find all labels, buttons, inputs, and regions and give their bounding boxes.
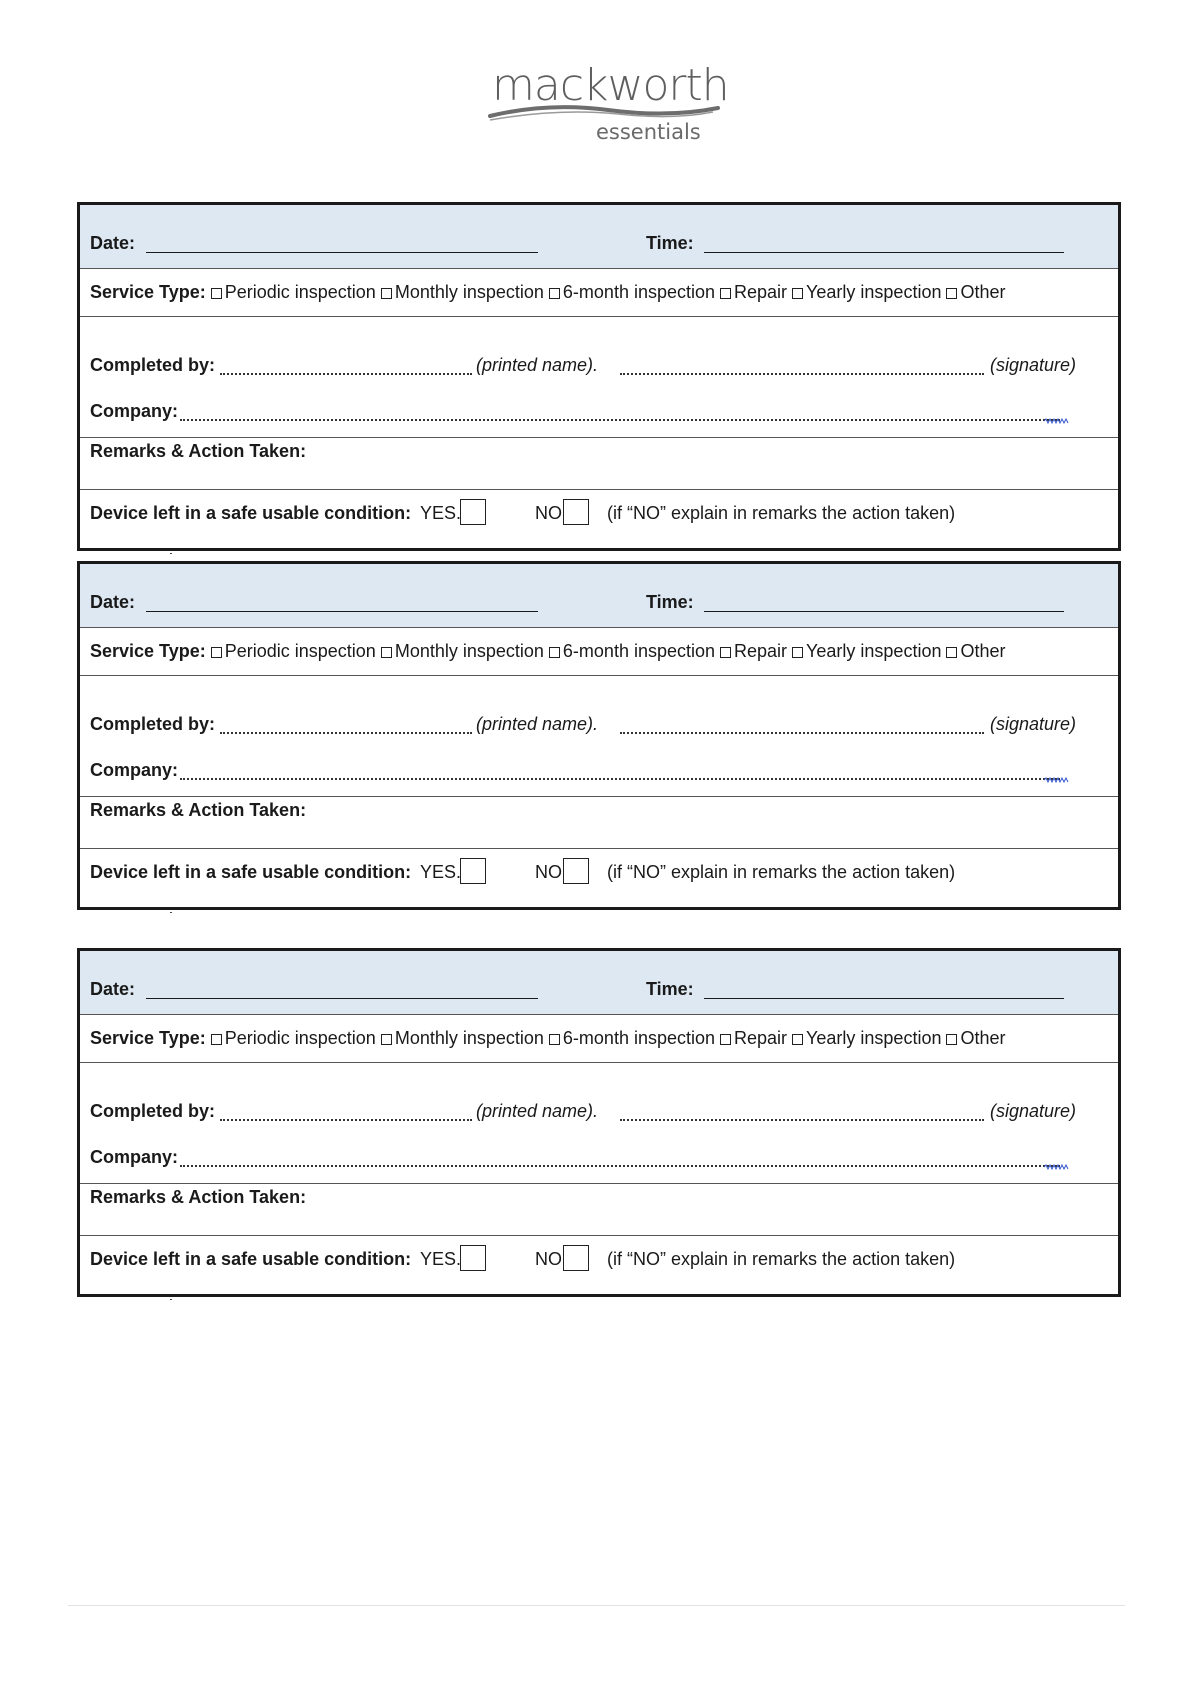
device-condition-row — [80, 849, 1118, 907]
printed-name-field[interactable] — [220, 373, 472, 375]
service-type-checkbox[interactable] — [381, 647, 392, 658]
service-option-label: Monthly inspection — [394, 282, 544, 302]
completed-by-label: Completed by: — [90, 1101, 216, 1121]
service-type-row — [80, 1015, 1118, 1063]
service-type-checkbox[interactable] — [381, 288, 392, 299]
explain-note: (if “NO” explain in remarks the action taken) — [607, 862, 956, 882]
service-type-checkbox[interactable] — [549, 647, 560, 658]
service-type-row — [80, 269, 1118, 317]
time-label: Time: — [646, 979, 694, 999]
service-type-options — [90, 1028, 1006, 1049]
service-record-card — [77, 202, 1121, 551]
remarks-row[interactable] — [80, 1184, 1118, 1236]
completed-by-label: Completed by: — [90, 355, 216, 375]
tick-mark — [170, 912, 172, 913]
signature-hint: (signature) — [990, 714, 1077, 734]
signature-hint: (signature) — [990, 1101, 1077, 1121]
yes-label: YES. — [420, 1249, 462, 1269]
completed-by-row — [80, 1063, 1118, 1184]
no-label: NO — [535, 503, 562, 523]
completed-by-label: Completed by: — [90, 714, 216, 734]
service-type-label: Service Type: — [90, 282, 206, 302]
yes-checkbox[interactable] — [460, 858, 486, 884]
date-time-row — [80, 205, 1118, 269]
yes-label: YES. — [420, 503, 462, 523]
no-checkbox[interactable] — [563, 1245, 589, 1271]
time-label: Time: — [646, 233, 694, 253]
completed-by-row — [80, 676, 1118, 797]
date-field[interactable] — [146, 998, 538, 999]
device-condition-label: Device left in a safe usable condition: — [90, 503, 412, 523]
service-type-checkbox[interactable] — [720, 647, 731, 658]
service-option-label: Yearly inspection — [806, 282, 942, 302]
no-label: NO — [535, 1249, 562, 1269]
service-type-options — [90, 641, 1006, 662]
service-type-checkbox[interactable] — [211, 1034, 222, 1045]
date-label: Date: — [90, 592, 136, 612]
company-label: Company: — [90, 760, 179, 780]
service-option-label: Periodic inspection — [224, 282, 376, 302]
remarks-label: Remarks & Action Taken: — [90, 1187, 307, 1207]
date-field[interactable] — [146, 252, 538, 253]
service-option-label: Repair — [734, 641, 788, 661]
printed-name-hint: (printed name). — [476, 714, 599, 734]
date-time-row — [80, 564, 1118, 628]
no-checkbox[interactable] — [563, 499, 589, 525]
date-time-row — [80, 951, 1118, 1015]
service-option-label: Monthly inspection — [394, 1028, 544, 1048]
service-type-checkbox[interactable] — [381, 1034, 392, 1045]
signature-field[interactable] — [620, 373, 984, 375]
service-type-checkbox[interactable] — [946, 288, 957, 299]
time-field[interactable] — [704, 611, 1064, 612]
service-type-label: Service Type: — [90, 641, 206, 661]
yes-checkbox[interactable] — [460, 1245, 486, 1271]
service-type-row — [80, 628, 1118, 676]
service-option-label: Yearly inspection — [806, 1028, 942, 1048]
service-type-checkbox[interactable] — [720, 1034, 731, 1045]
time-field[interactable] — [704, 998, 1064, 999]
remarks-row[interactable] — [80, 438, 1118, 490]
service-option-label: 6-month inspection — [562, 1028, 716, 1048]
service-type-checkbox[interactable] — [792, 647, 803, 658]
service-type-checkbox[interactable] — [211, 288, 222, 299]
service-option-label: Other — [960, 282, 1006, 302]
service-option-label: Repair — [734, 1028, 788, 1048]
service-record-card — [77, 948, 1121, 1297]
footer-divider — [68, 1605, 1125, 1606]
service-option-label: 6-month inspection — [562, 641, 716, 661]
device-condition-row — [80, 490, 1118, 548]
service-option-label: Periodic inspection — [224, 641, 376, 661]
service-type-checkbox[interactable] — [549, 1034, 560, 1045]
device-condition-row — [80, 1236, 1118, 1294]
signature-field[interactable] — [620, 1119, 984, 1121]
service-type-checkbox[interactable] — [792, 1034, 803, 1045]
explain-note: (if “NO” explain in remarks the action taken) — [607, 1249, 956, 1269]
company-field[interactable] — [180, 419, 1060, 421]
remarks-row[interactable] — [80, 797, 1118, 849]
service-option-label: Periodic inspection — [224, 1028, 376, 1048]
date-label: Date: — [90, 979, 136, 999]
company-label: Company: — [90, 401, 179, 421]
service-type-checkbox[interactable] — [720, 288, 731, 299]
service-option-label: Other — [960, 641, 1006, 661]
yes-label: YES. — [420, 862, 462, 882]
device-condition-label: Device left in a safe usable condition: — [90, 862, 412, 882]
printed-name-hint: (printed name). — [476, 1101, 599, 1121]
logo-subtitle: essentials — [596, 120, 701, 144]
service-type-options — [90, 282, 1006, 303]
remarks-label: Remarks & Action Taken: — [90, 800, 307, 820]
explain-note: (if “NO” explain in remarks the action taken) — [607, 503, 956, 523]
date-field[interactable] — [146, 611, 538, 612]
spellcheck-squiggle-icon — [1044, 418, 1072, 424]
signature-field[interactable] — [620, 732, 984, 734]
service-option-label: Repair — [734, 282, 788, 302]
company-label: Company: — [90, 1147, 179, 1167]
service-option-label: Monthly inspection — [394, 641, 544, 661]
device-condition-label: Device left in a safe usable condition: — [90, 1249, 412, 1269]
service-option-label: Yearly inspection — [806, 641, 942, 661]
tick-mark — [170, 553, 172, 554]
company-field[interactable] — [180, 778, 1060, 780]
remarks-label: Remarks & Action Taken: — [90, 441, 307, 461]
date-label: Date: — [90, 233, 136, 253]
company-field[interactable] — [180, 1165, 1060, 1167]
service-option-label: Other — [960, 1028, 1006, 1048]
no-label: NO — [535, 862, 562, 882]
time-field[interactable] — [704, 252, 1064, 253]
logo-wordmark: mackworth — [492, 60, 729, 111]
completed-by-row — [80, 317, 1118, 438]
tick-mark — [170, 1299, 172, 1300]
service-type-checkbox[interactable] — [549, 288, 560, 299]
printed-name-hint: (printed name). — [476, 355, 599, 375]
time-label: Time: — [646, 592, 694, 612]
service-type-checkbox[interactable] — [792, 288, 803, 299]
yes-checkbox[interactable] — [460, 499, 486, 525]
service-record-card — [77, 561, 1121, 910]
spellcheck-squiggle-icon — [1044, 777, 1072, 783]
printed-name-field[interactable] — [220, 732, 472, 734]
company-logo — [488, 58, 729, 148]
service-type-checkbox[interactable] — [946, 1034, 957, 1045]
service-option-label: 6-month inspection — [562, 282, 716, 302]
service-type-label: Service Type: — [90, 1028, 206, 1048]
service-type-checkbox[interactable] — [211, 647, 222, 658]
no-checkbox[interactable] — [563, 858, 589, 884]
spellcheck-squiggle-icon — [1044, 1164, 1072, 1170]
signature-hint: (signature) — [990, 355, 1077, 375]
service-type-checkbox[interactable] — [946, 647, 957, 658]
printed-name-field[interactable] — [220, 1119, 472, 1121]
